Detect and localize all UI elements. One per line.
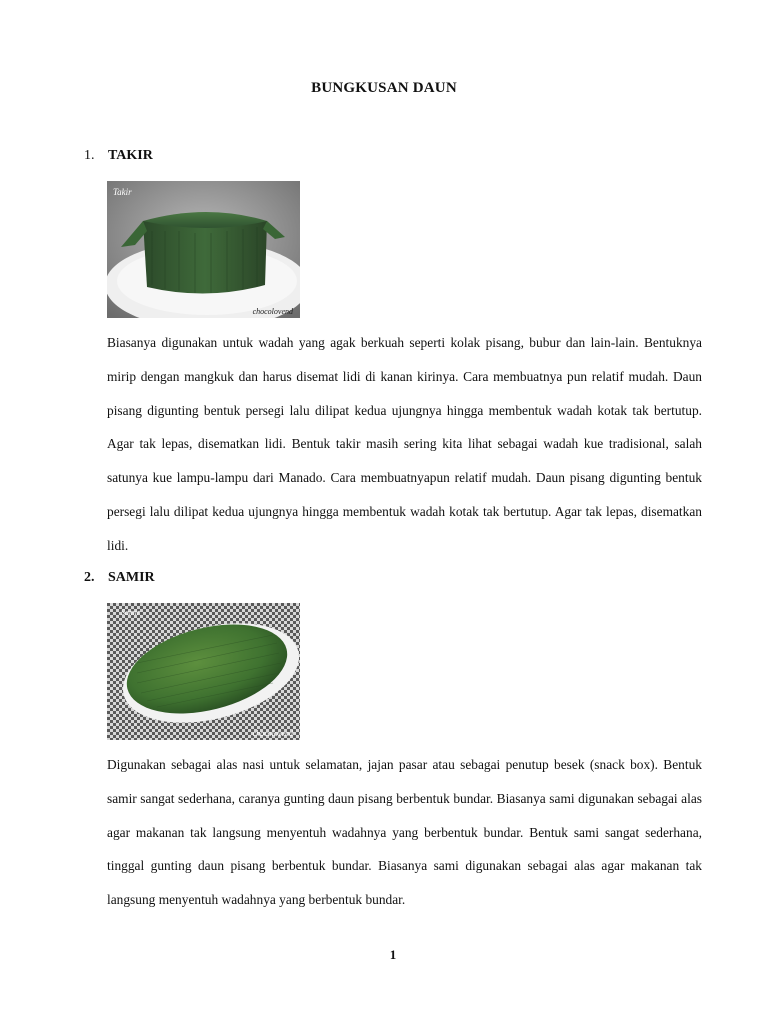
section-number: 1. <box>84 148 95 163</box>
samir-paragraph: Digunakan sebagai alas nasi untuk selamatan, jajan pasar atau sebagai penutup besek (snack box). Bentuk samir sangat sederhana, caranya gunting daun pisang berbentuk bundar. Biasanya sami digunakan sebagai alas agar makanan tak langsung menyentuh wadahnya yang berbentuk bundar. Bentuk sami sangat sederhana, tinggal gunting daun pisang berbentuk bundar. Biasanya sami digunakan sebagai alas agar makanan tak langsung menyentuh wadahnya yang berbentuk bundar. <box>107 757 702 908</box>
section-title: SAMIR <box>108 570 155 585</box>
takir-photo <box>107 181 300 318</box>
section-heading-takir <box>84 148 153 164</box>
document-title: BUNGKUSAN DAUN <box>311 80 457 96</box>
takir-paragraph: Biasanya digunakan untuk wadah yang agak berkuah seperti kolak pisang, bubur dan lain-lain. Bentuknya mirip dengan mangkuk dan harus disemat lidi di kanan kirinya. Cara membuatnya pun relatif mudah. Daun pisang digunting bentuk persegi lalu dilipat kedua ujungnya hingga membentuk wadah kotak tak bertutup. Agar tak lepas, disematkan lidi. Bentuk takir masih sering kita lihat sebagai wadah kue tradisional, salah satunya kue lampu-lampu dari Manado. Cara membuatnyapun relatif mudah. Daun pisang digunting bentuk persegi lalu dilipat kedua ujungnya hingga membentuk wadah kotak tak bertutup. Agar tak lepas, disematkan lidi. <box>107 335 702 553</box>
section-number: 2. <box>84 570 95 585</box>
takir-image-caption: Takir <box>113 187 132 197</box>
samir-image-caption: Samir <box>121 608 141 617</box>
section-heading-samir <box>84 570 155 586</box>
samir-image-watermark: chocolovend <box>252 729 293 738</box>
section-title: TAKIR <box>108 148 153 163</box>
takir-image-watermark: chocolovend <box>252 307 293 316</box>
samir-photo <box>107 603 300 740</box>
page-number: 1 <box>389 947 397 962</box>
